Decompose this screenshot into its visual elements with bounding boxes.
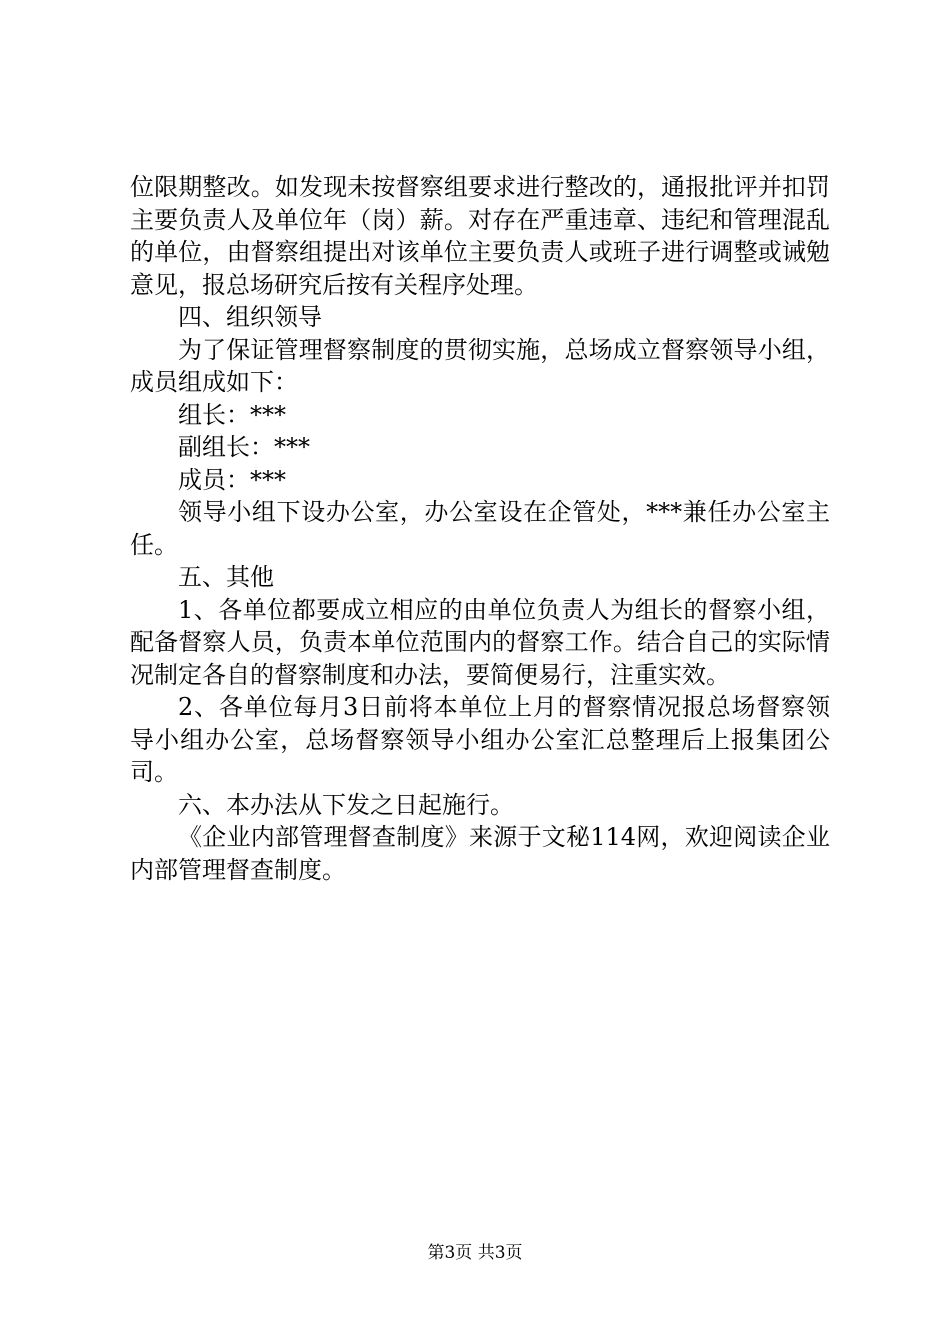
paragraph-office: 领导小组下设办公室，办公室设在企管处，***兼任办公室主任。 [130, 498, 830, 559]
section-heading-other: 五、其他 [178, 563, 274, 591]
paragraph-leadership-group: 为了保证管理督察制度的贯彻实施，总场成立督察领导小组，成员组成如下： [130, 335, 830, 396]
paragraph-item-1: 1、各单位都要成立相应的由单位负责人为组长的督察小组，配备督察人员，负责本单位范围内的督察工作。结合自己的实际情况制定各自的督察制度和办法，要简便易行，注重实效。 [130, 595, 830, 689]
section-heading-organization: 四、组织领导 [178, 303, 322, 331]
member-members: 成员：*** [178, 465, 286, 494]
member-leader: 组长：*** [178, 400, 286, 429]
paragraph-item-2: 2、各单位每月3日前将本单位上月的督察情况报总场督察领导小组办公室，总场督察领导小组办公室汇总整理后上报集团公司。 [130, 693, 830, 786]
member-deputy-leader: 副组长：*** [178, 433, 310, 461]
document-body [130, 171, 830, 886]
section-heading-effective: 六、本办法从下发之日起施行。 [178, 790, 514, 819]
paragraph-continuation: 位限期整改。如发现未按督察组要求进行整改的，通报批评并扣罚主要负责人及单位年（岗）薪。对存在严重违章、违纪和管理混乱的单位，由督察组提出对该单位主要负责人或班子进行调整或诫勉意见，报总场研究后按有关程序处理。 [130, 173, 830, 299]
paragraph-source-note: 《企业内部管理督查制度》来源于文秘114网，欢迎阅读企业内部管理督查制度。 [130, 823, 830, 884]
page-footer: 第3页 共3页 [427, 1243, 523, 1263]
